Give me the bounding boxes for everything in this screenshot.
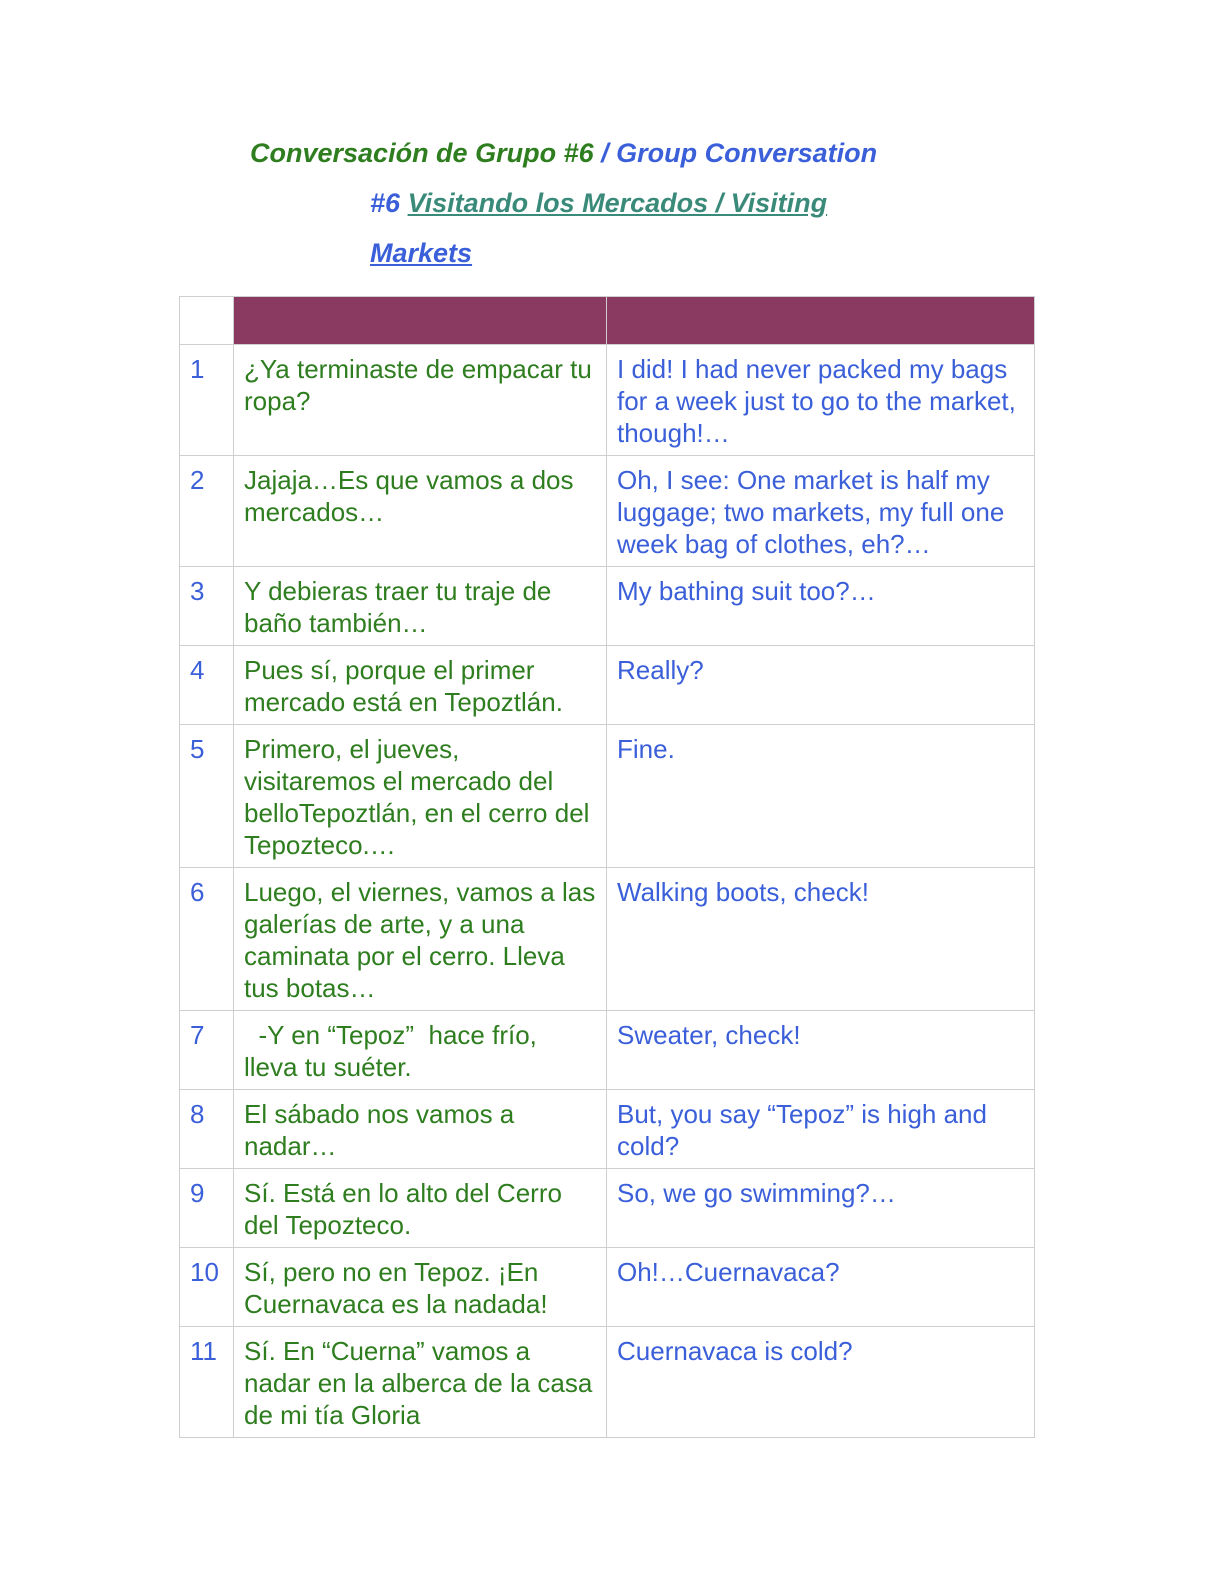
header-cell-english: [607, 297, 1035, 345]
english-line: Sweater, check!: [607, 1011, 1035, 1090]
table-body: [180, 345, 1035, 1438]
title-line-3: [250, 228, 950, 278]
row-number: 5: [180, 725, 234, 868]
title-line-2: [250, 178, 950, 228]
title-line-1: [250, 128, 950, 178]
row-number: 10: [180, 1248, 234, 1327]
spanish-line: El sábado nos vamos a nadar…: [234, 1090, 607, 1169]
title-number: #6: [370, 188, 401, 218]
spanish-line: Primero, el jueves, visitaremos el mercado del belloTepoztlán, en el cerro del Tepozteco.…: [234, 725, 607, 868]
title-link-part-2[interactable]: Markets: [370, 238, 473, 268]
header-cell-spanish: [234, 297, 607, 345]
row-number: 6: [180, 868, 234, 1011]
english-line: Really?: [607, 646, 1035, 725]
english-line: Cuernavaca is cold?: [607, 1327, 1035, 1438]
header-blank-cell: [180, 297, 234, 345]
english-line: Walking boots, check!: [607, 868, 1035, 1011]
english-line: So, we go swimming?…: [607, 1169, 1035, 1248]
title-spanish: Conversación de Grupo #6: [250, 138, 594, 168]
english-line: Oh, I see: One market is half my luggage; two markets, my full one week bag of clothes, eh?…: [607, 456, 1035, 567]
english-line: My bathing suit too?…: [607, 567, 1035, 646]
table-row: [180, 868, 1035, 1011]
spanish-line: -Y en “Tepoz” hace frío, lleva tu suéter.: [234, 1011, 607, 1090]
row-number: 1: [180, 345, 234, 456]
spanish-line: ¿Ya terminaste de empacar tu ropa?: [234, 345, 607, 456]
title-separator: /: [601, 138, 609, 168]
row-number: 7: [180, 1011, 234, 1090]
table-row: [180, 456, 1035, 567]
row-number: 8: [180, 1090, 234, 1169]
row-number: 9: [180, 1169, 234, 1248]
spanish-line: Y debieras traer tu traje de baño también…: [234, 567, 607, 646]
english-line: Fine.: [607, 725, 1035, 868]
spanish-line: Sí. En “Cuerna” vamos a nadar en la alberca de la casa de mi tía Gloria: [234, 1327, 607, 1438]
spanish-line: Jajaja…Es que vamos a dos mercados…: [234, 456, 607, 567]
conversation-table: [179, 296, 1035, 1438]
table-row: [180, 1248, 1035, 1327]
spanish-line: Pues sí, porque el primer mercado está en Tepoztlán.: [234, 646, 607, 725]
table-header-row: [180, 297, 1035, 345]
document-title: [250, 128, 950, 278]
table-row: [180, 646, 1035, 725]
spanish-line: Sí, pero no en Tepoz. ¡En Cuernavaca es la nadada!: [234, 1248, 607, 1327]
table-row: [180, 345, 1035, 456]
spanish-line: Sí. Está en lo alto del Cerro del Tepozteco.: [234, 1169, 607, 1248]
row-number: 2: [180, 456, 234, 567]
table-row: [180, 1327, 1035, 1438]
row-number: 11: [180, 1327, 234, 1438]
table-row: [180, 1169, 1035, 1248]
table-row: [180, 1090, 1035, 1169]
english-line: Oh!…Cuernavaca?: [607, 1248, 1035, 1327]
row-number: 4: [180, 646, 234, 725]
title-english: Group Conversation: [616, 138, 878, 168]
table-row: [180, 1011, 1035, 1090]
english-line: But, you say “Tepoz” is high and cold?: [607, 1090, 1035, 1169]
table-row: [180, 725, 1035, 868]
table-row: [180, 567, 1035, 646]
spanish-line: Luego, el viernes, vamos a las galerías de arte, y a una caminata por el cerro. Lleva tus botas…: [234, 868, 607, 1011]
english-line: I did! I had never packed my bags for a week just to go to the market, though!…: [607, 345, 1035, 456]
row-number: 3: [180, 567, 234, 646]
title-link-part-1[interactable]: Visitando los Mercados / Visiting: [407, 188, 828, 218]
